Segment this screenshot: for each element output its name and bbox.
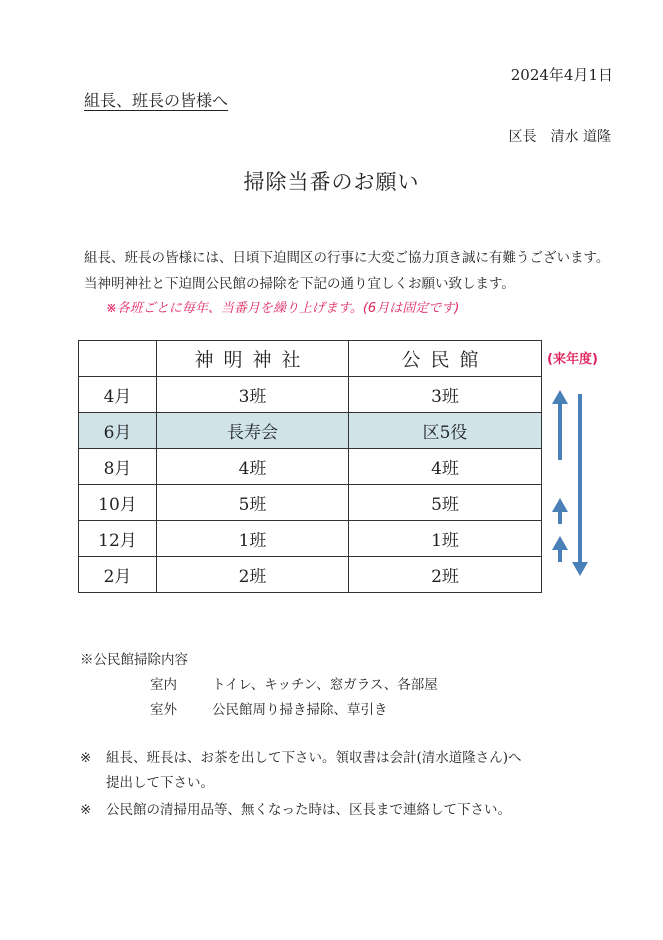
table-row [79,557,542,593]
note-mark: ※ [80,802,92,818]
down-arrow-icon [572,394,588,576]
sender-title: 区長 [508,129,537,145]
indoor-items: トイレ、キッチン、窓ガラス、各部屋 [212,677,438,693]
hall-cell: 2班 [349,557,542,593]
hall-cell: 1班 [349,521,542,557]
up-arrow-icon [552,498,568,524]
sender [509,126,611,146]
schedule-table [78,340,542,593]
indoor-label: 室内 [150,677,177,693]
month-cell: 4月 [79,377,157,413]
table-row [79,521,542,557]
hall-cell: 区5役 [349,413,542,449]
month-cell: 2月 [79,557,157,593]
note-2-text: 公民館の清掃用品等、無くなった時は、区長まで連絡して下さい。 [106,802,511,818]
shrine-cell: 長寿会 [157,413,349,449]
table-row [79,377,542,413]
table-header-row [79,341,542,377]
header-shrine: 神明神社 [157,341,349,377]
shrine-cell: 2班 [157,557,349,593]
hall-cell: 4班 [349,449,542,485]
document-date: 2024年4月1日 [510,66,613,84]
table-row [79,449,542,485]
next-year-label: (来年度) [547,352,598,367]
note-1-text: 組長、班長は、お茶を出して下さい。領収書は会計(清水道隆さん)へ [106,750,522,766]
shrine-cell: 1班 [157,521,349,557]
hall-cell: 5班 [349,485,542,521]
intro-line-1: 組長、班長の皆様には、日頃下迫間区の行事に大変ご協力頂き誠に有難うございます。 [84,250,610,266]
intro-line-2: 当神明神社と下迫間公民館の掃除を下記の通り宜しくお願い致します。 [84,276,515,292]
header-hall: 公民館 [349,341,542,377]
note-mark: ※ [80,750,92,766]
month-cell: 10月 [79,485,157,521]
table-row-fixed [79,413,542,449]
header-month [79,341,157,377]
shrine-cell: 3班 [157,377,349,413]
sender-name: 清水 道隆 [550,129,611,145]
shrine-cell: 5班 [157,485,349,521]
outdoor-row [150,698,388,718]
month-cell: 8月 [79,449,157,485]
up-arrow-icon [552,390,568,460]
table-row [79,485,542,521]
hall-cell: 3班 [349,377,542,413]
outdoor-items: 公民館周り掃き掃除、草引き [212,702,388,718]
rotation-note: ※各班ごとに毎年、当番月を繰り上げます。(6月は固定です) [106,301,460,316]
page-title: 掃除当番のお願い [243,170,420,194]
note-2 [80,798,511,818]
up-arrow-icon [552,536,568,562]
note-1 [80,746,522,766]
cleaning-section-title: ※公民館掃除内容 [80,652,188,668]
month-cell: 6月 [79,413,157,449]
note-1-continued: 提出して下さい。 [106,775,214,791]
shrine-cell: 4班 [157,449,349,485]
indoor-row [150,673,438,693]
month-cell: 12月 [79,521,157,557]
rotation-arrows [548,388,598,580]
outdoor-label: 室外 [150,702,177,718]
addressee: 組長、班長の皆様へ [84,91,229,110]
